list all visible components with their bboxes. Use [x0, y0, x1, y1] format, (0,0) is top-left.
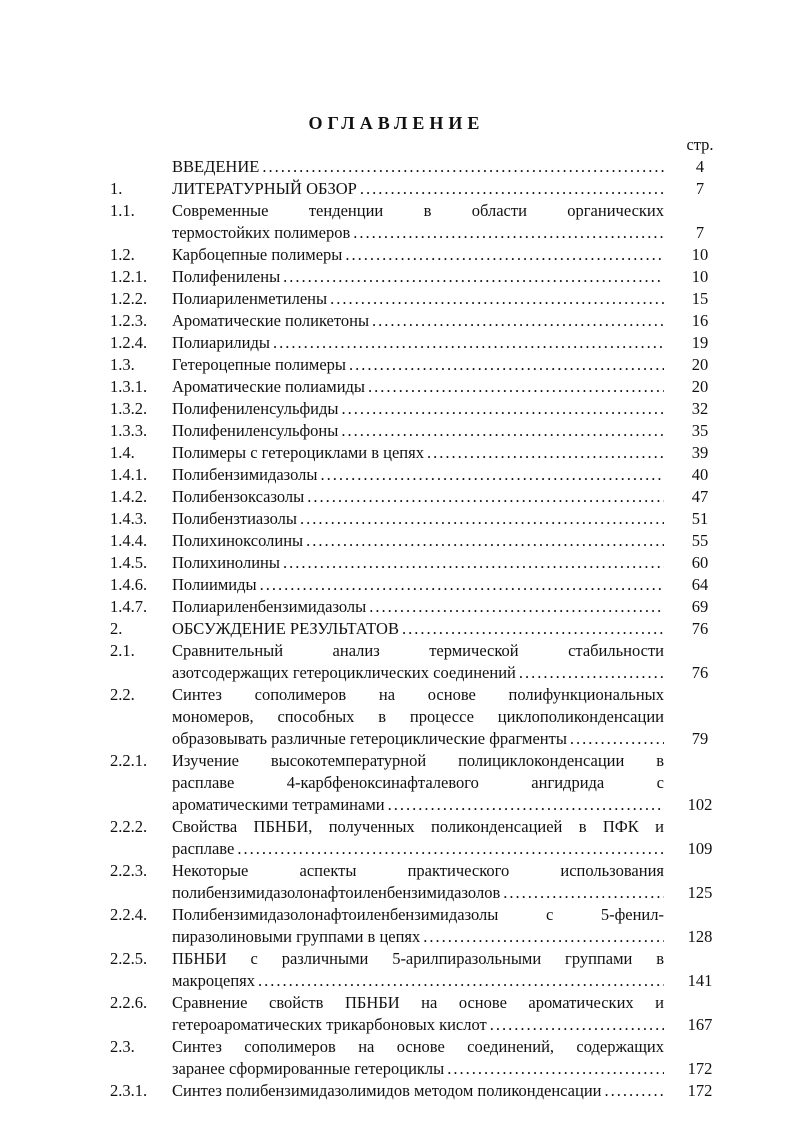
toc-entry-number: 1.4.6.	[110, 575, 148, 594]
toc-entry-text: Полиариленбензимидазолы	[172, 597, 367, 616]
toc-entry-title	[172, 376, 664, 398]
toc-entry-text: Полибензтиазолы	[172, 509, 297, 528]
toc-entry-number: 1.3.2.	[110, 399, 148, 418]
toc-entry	[0, 420, 793, 442]
toc-entry-title	[172, 310, 664, 332]
toc-entry-page: 141	[687, 971, 713, 990]
dot-leader	[338, 420, 664, 442]
toc-entry-number: 1.2.	[110, 245, 135, 264]
dot-leader	[234, 838, 664, 860]
toc-entry-title-line: расплаве 4-карбфеноксинафталевого ангидрида с	[172, 773, 664, 792]
toc-entry-text: Полибензоксазолы	[172, 487, 305, 506]
toc-entry-title-line: Изучение высокотемпературной полициклоконденсации в	[172, 751, 664, 770]
toc-entry	[0, 1036, 793, 1080]
toc-entry-title-line: Сравнительный анализ термической стабильности	[172, 641, 664, 660]
toc-entry-text: Синтез полибензимидазолимидов методом поликонденсации	[172, 1081, 602, 1100]
dot-leader	[365, 376, 664, 398]
toc-entry-title	[172, 486, 664, 508]
toc-entry-title-line	[172, 354, 664, 376]
toc-entry-title	[172, 266, 664, 288]
toc-entry-title	[172, 618, 664, 640]
dot-leader	[366, 596, 664, 618]
toc-entry-title-line: Сравнение свойств ПБНБИ на основе ароматических и	[172, 993, 664, 1012]
dot-leader	[255, 970, 664, 992]
dot-leader	[346, 354, 664, 376]
toc-entry-number: 2.2.1.	[110, 751, 148, 770]
toc-entry	[0, 266, 793, 288]
toc-entry-title	[172, 860, 664, 904]
toc-entry-number: 2.2.2.	[110, 817, 148, 836]
toc-entry-title-line: Современные тенденции в области органических	[172, 201, 664, 220]
toc-entry-number: 2.2.4.	[110, 905, 148, 924]
toc-entry-title-line: Синтез сополимеров на основе полифункциональных	[172, 685, 664, 704]
toc-entry-title	[172, 464, 664, 486]
toc-entry-page: 109	[687, 839, 713, 858]
toc-entry-title-line	[172, 508, 664, 530]
toc-entry	[0, 816, 793, 860]
toc-entry-title-line: мономеров, способных в процессе циклополиконденсации	[172, 707, 664, 726]
dot-leader	[385, 794, 664, 816]
toc-entry-title	[172, 288, 664, 310]
dot-leader	[317, 464, 664, 486]
toc-entry-title	[172, 816, 664, 860]
toc-entry-page: 35	[691, 421, 709, 440]
toc-entry-number: 1.3.1.	[110, 377, 148, 396]
toc-entry-text: Карбоцепные полимеры	[172, 245, 343, 264]
toc-entry-title-line	[172, 266, 664, 288]
toc-entry-title	[172, 442, 664, 464]
toc-entry-title-line	[172, 310, 664, 332]
toc-entry-text: Полиариленметилены	[172, 289, 328, 308]
toc-entry	[0, 530, 793, 552]
toc-entry-number: 1.2.1.	[110, 267, 148, 286]
toc-entry-title	[172, 1080, 664, 1102]
toc-entry-text: Полиарилиды	[172, 333, 270, 352]
toc-entry-number: 2.2.3.	[110, 861, 148, 880]
toc-entry	[0, 508, 793, 530]
toc-entry	[0, 948, 793, 992]
toc-entry-title-line	[172, 552, 664, 574]
toc-entry	[0, 618, 793, 640]
toc-entry-title	[172, 948, 664, 992]
toc-entry-text: азотсодержащих гетероциклических соединений	[172, 663, 516, 682]
toc-entry-text: Полифениленсульфиды	[172, 399, 339, 418]
toc-entry-page: 79	[691, 729, 709, 748]
toc-entry-page: 69	[691, 597, 709, 616]
toc-entry-text: Полиимиды	[172, 575, 257, 594]
toc-entry-title-line	[172, 970, 664, 992]
toc-entry-number: 1.2.4.	[110, 333, 148, 352]
toc-entry-page: 40	[691, 465, 709, 484]
toc-entry	[0, 684, 793, 750]
dot-leader	[487, 1014, 664, 1036]
toc-entry-page: 10	[691, 267, 709, 286]
toc-entry-number: 1.4.7.	[110, 597, 148, 616]
toc-entry-title-line	[172, 288, 664, 310]
toc-entry-text: макроцепях	[172, 971, 255, 990]
toc-entry-title-line: Свойства ПБНБИ, полученных поликонденсацией в ПФК и	[172, 817, 664, 836]
toc-entry-text: ароматическими тетраминами	[172, 795, 385, 814]
toc-entry	[0, 464, 793, 486]
toc-entry-number: 1.2.3.	[110, 311, 148, 330]
toc-entry-number: 2.2.	[110, 685, 135, 704]
toc-entry	[0, 904, 793, 948]
dot-leader	[270, 332, 664, 354]
toc-entry	[0, 310, 793, 332]
toc-entry	[0, 288, 793, 310]
dot-leader	[303, 530, 664, 552]
toc-entry-number: 1.1.	[110, 201, 135, 220]
toc-entry-title-line	[172, 574, 664, 596]
toc-entry-title-line	[172, 376, 664, 398]
toc-entry-title	[172, 156, 664, 178]
toc-entry-page: 39	[691, 443, 709, 462]
toc-entry	[0, 486, 793, 508]
toc-entry	[0, 596, 793, 618]
toc-entry	[0, 178, 793, 200]
toc-entry-title-line	[172, 662, 664, 684]
toc-entry-text: Полибензимидазолы	[172, 465, 318, 484]
toc-entry-page: 64	[691, 575, 709, 594]
toc-entry	[0, 354, 793, 376]
dot-leader	[342, 244, 664, 266]
toc-entry-page: 15	[691, 289, 709, 308]
toc-entry-page: 172	[687, 1059, 713, 1078]
toc-entry	[0, 552, 793, 574]
toc-entry-text: Ароматические полиамиды	[172, 377, 366, 396]
toc-entry-number: 2.3.	[110, 1037, 135, 1056]
toc-entry-text: ЛИТЕРАТУРНЫЙ ОБЗОР	[172, 179, 357, 198]
dot-leader	[500, 882, 664, 904]
toc-entry-text: расплаве	[172, 839, 235, 858]
toc-entry-title	[172, 574, 664, 596]
toc-entry-page: 7	[695, 179, 705, 198]
dot-leader	[327, 288, 664, 310]
toc-entry-title-line	[172, 882, 664, 904]
toc-entry-number: 1.3.3.	[110, 421, 148, 440]
toc-entry-page: 19	[691, 333, 709, 352]
toc-entry-title	[172, 200, 664, 244]
toc-entry-text: Полифенилены	[172, 267, 281, 286]
toc-entry	[0, 156, 793, 178]
dot-leader	[280, 266, 664, 288]
toc-entry-title-line	[172, 596, 664, 618]
dot-leader	[304, 486, 664, 508]
dot-leader	[424, 442, 664, 464]
toc-entry-title	[172, 398, 664, 420]
toc-entry-title-line	[172, 728, 664, 750]
toc-entry-title	[172, 552, 664, 574]
toc-entry-number: 2.	[110, 619, 123, 638]
toc-entry-page: 47	[691, 487, 709, 506]
toc-entry-text: ОБСУЖДЕНИЕ РЕЗУЛЬТАТОВ	[172, 619, 399, 638]
dot-leader	[420, 926, 664, 948]
toc-entry	[0, 1080, 793, 1102]
toc-entry-page: 128	[687, 927, 713, 946]
toc-entry	[0, 442, 793, 464]
toc-entry-title-line	[172, 530, 664, 552]
toc-entry	[0, 332, 793, 354]
toc-entry-page: 55	[691, 531, 709, 550]
toc-entry-text: полибензимидазолонафтоиленбензимидазолов	[172, 883, 501, 902]
toc-entry-page: 125	[687, 883, 713, 902]
dot-leader	[516, 662, 664, 684]
toc-entry-text: Полихинолины	[172, 553, 280, 572]
dot-leader	[350, 222, 664, 244]
toc-entry-title	[172, 530, 664, 552]
dot-leader	[369, 310, 664, 332]
toc-entry-page: 76	[691, 663, 709, 682]
toc-entry-text: образовывать различные гетероциклические фрагменты	[172, 729, 567, 748]
toc-entry-title-line	[172, 486, 664, 508]
toc-entry-title-line	[172, 222, 664, 244]
toc-entry-title-line	[172, 442, 664, 464]
dot-leader	[567, 728, 664, 750]
toc-entry-title	[172, 750, 664, 816]
toc-entry-page: 60	[691, 553, 709, 572]
toc-entry-number: 2.2.5.	[110, 949, 148, 968]
toc-entry-title	[172, 640, 664, 684]
toc-entry-page: 172	[687, 1081, 713, 1100]
toc-entry-page: 32	[691, 399, 709, 418]
toc-entry-title	[172, 420, 664, 442]
toc-entry-number: 2.1.	[110, 641, 135, 660]
toc-entry	[0, 376, 793, 398]
toc-entry	[0, 992, 793, 1036]
toc-entry-title-line	[172, 420, 664, 442]
toc-entry-text: Полимеры с гетероциклами в цепях	[172, 443, 424, 462]
page-title: ОГЛАВЛЕНИЕ	[308, 113, 485, 133]
toc-entry-text: пиразолиновыми группами в цепях	[172, 927, 421, 946]
toc-entry-title-line	[172, 156, 664, 178]
toc-entry-page: 20	[691, 355, 709, 374]
toc-entry-number: 1.4.5.	[110, 553, 148, 572]
toc-entry-title-line	[172, 178, 664, 200]
toc-entry	[0, 244, 793, 266]
toc-entry-title	[172, 684, 664, 750]
toc-entry-title-line	[172, 794, 664, 816]
toc-entry-title	[172, 244, 664, 266]
toc-entry-title-line: Синтез сополимеров на основе соединений, содержащих	[172, 1037, 664, 1056]
toc-entry-title	[172, 178, 664, 200]
toc-entry-number: 1.4.1.	[110, 465, 148, 484]
toc-entry	[0, 200, 793, 244]
toc-entry-page: 20	[691, 377, 709, 396]
toc-entry-title-line	[172, 1014, 664, 1036]
toc-entry-number: 1.4.	[110, 443, 135, 462]
toc-entry-page: 167	[687, 1015, 713, 1034]
page-column-header: стр.	[686, 135, 714, 154]
toc-entry-page: 102	[687, 795, 713, 814]
toc-entry-title-line	[172, 618, 664, 640]
toc-entry-text: термостойких полимеров	[172, 223, 351, 242]
dot-leader	[257, 574, 664, 596]
dot-leader	[357, 178, 664, 200]
toc-entry	[0, 750, 793, 816]
toc-entry-number: 2.3.1.	[110, 1081, 148, 1100]
toc-entry	[0, 860, 793, 904]
toc-entry-title	[172, 596, 664, 618]
toc-entry	[0, 398, 793, 420]
toc-entry-title-line	[172, 1080, 664, 1102]
toc-entry-number: 1.	[110, 179, 123, 198]
toc-entry-text: Ароматические поликетоны	[172, 311, 370, 330]
toc-entry-title	[172, 1036, 664, 1080]
toc-entry-title	[172, 354, 664, 376]
toc-entry-number: 1.4.3.	[110, 509, 148, 528]
toc-entry-title-line	[172, 1058, 664, 1080]
dot-leader	[338, 398, 664, 420]
toc-entry-title	[172, 904, 664, 948]
toc-entry-page: 7	[695, 223, 705, 242]
toc-entry-number: 1.3.	[110, 355, 135, 374]
toc-entry-title-line: ПБНБИ с различными 5-арилпиразольными группами в	[172, 949, 664, 968]
toc-entry-number: 1.4.2.	[110, 487, 148, 506]
toc-entry-title-line	[172, 398, 664, 420]
toc-entry-title-line: Некоторые аспекты практического использования	[172, 861, 664, 880]
toc-entry-text: гетероароматических трикарбоновых кислот	[172, 1015, 487, 1034]
toc-entry-number: 1.2.2.	[110, 289, 148, 308]
dot-leader	[602, 1080, 665, 1102]
toc-entry-title-line	[172, 464, 664, 486]
toc-entry-text: заранее сформированные гетероциклы	[172, 1059, 445, 1078]
toc-entry-title-line	[172, 244, 664, 266]
dot-leader	[399, 618, 664, 640]
toc-entry-text: Полифениленсульфоны	[172, 421, 339, 440]
toc-entry-title	[172, 992, 664, 1036]
toc-entry-text: ВВЕДЕНИЕ	[172, 157, 260, 176]
dot-leader	[444, 1058, 664, 1080]
dot-leader	[280, 552, 664, 574]
toc-entry-number: 2.2.6.	[110, 993, 148, 1012]
toc-entry-page: 10	[691, 245, 709, 264]
toc-entry-page: 4	[695, 157, 705, 176]
toc-entry-page: 16	[691, 311, 709, 330]
toc-entry-text: Полихиноксолины	[172, 531, 304, 550]
dot-leader	[259, 156, 664, 178]
toc-entry-title-line	[172, 332, 664, 354]
toc-entry-title-line: Полибензимидазолонафтоиленбензимидазолы с 5-фенил-	[172, 905, 664, 924]
toc-entry-number: 1.4.4.	[110, 531, 148, 550]
toc-entry-page: 51	[691, 509, 709, 528]
toc-entry-title	[172, 508, 664, 530]
toc-entry-title-line	[172, 838, 664, 860]
toc-entry-title-line	[172, 926, 664, 948]
toc-entry-page: 76	[691, 619, 709, 638]
toc-entry	[0, 640, 793, 684]
toc-entry-title	[172, 332, 664, 354]
dot-leader	[297, 508, 664, 530]
toc-entry	[0, 574, 793, 596]
toc-entry-text: Гетероцепные полимеры	[172, 355, 347, 374]
